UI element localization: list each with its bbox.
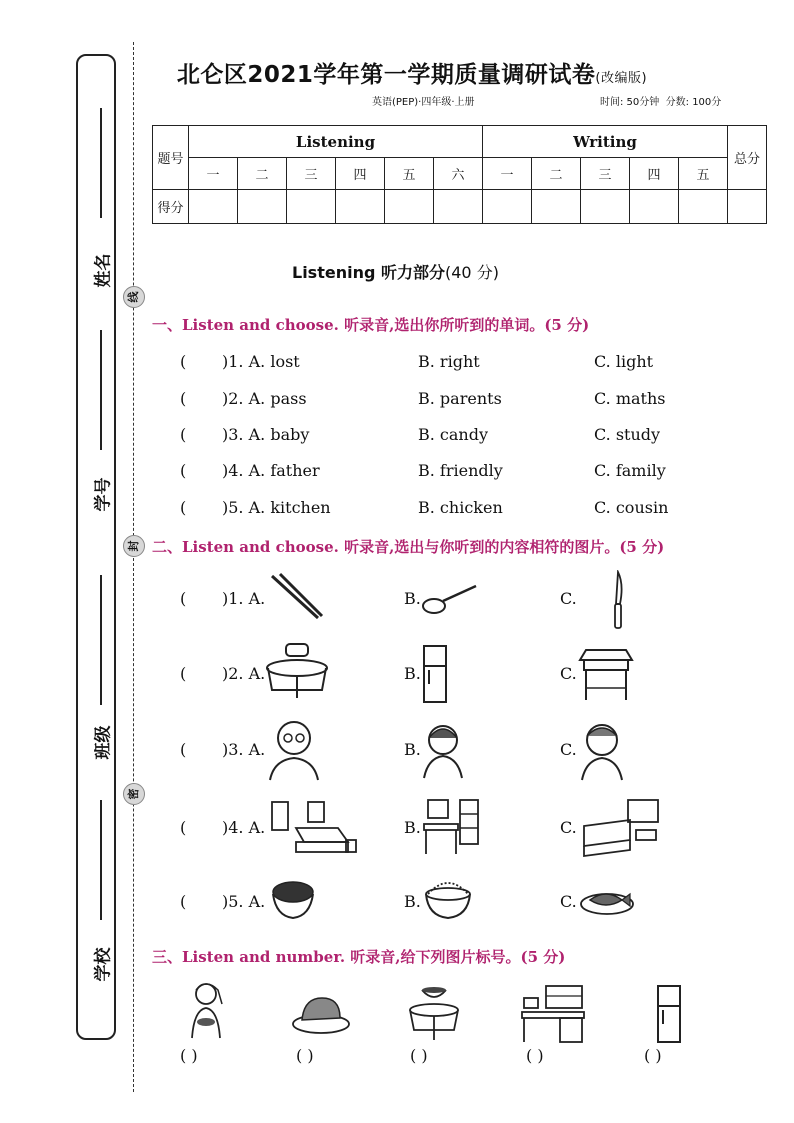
- s1-q3-c: C. study: [594, 425, 661, 444]
- listening-header: Listening: [189, 126, 483, 158]
- seal-mark-secret: 密: [123, 783, 145, 805]
- s1-q2-b: B. parents: [418, 389, 502, 408]
- exam-edition: (改编版): [595, 71, 648, 86]
- score-cell[interactable]: [189, 190, 238, 224]
- s2-q5-c: C.: [560, 892, 577, 911]
- exam-time-score: [600, 93, 721, 108]
- s2-q1-b: B.: [404, 589, 421, 608]
- col-writing-1: 一: [483, 158, 532, 190]
- col-writing-4: 四: [630, 158, 679, 190]
- answer-paren[interactable]: (: [180, 498, 187, 517]
- s2-q1-a: )1. A.: [222, 589, 266, 608]
- s2-q2-c: C.: [560, 664, 577, 683]
- girl-icon: [420, 720, 466, 780]
- exam-score: 分数: 100分: [665, 97, 722, 108]
- student-id-label: 学号: [93, 477, 114, 512]
- col-writing-3: 三: [581, 158, 630, 190]
- answer-paren[interactable]: (: [180, 389, 187, 408]
- score-cell[interactable]: [238, 190, 287, 224]
- answer-paren-3[interactable]: ( ): [410, 1046, 428, 1065]
- listening-part-points: (40 分): [445, 263, 499, 282]
- noodles-bowl-icon: [268, 876, 318, 922]
- s1-q1-c: C. light: [594, 352, 654, 371]
- exam-time: 时间: 50分钟: [600, 97, 660, 108]
- s1-q5-a: )5. A. kitchen: [222, 498, 331, 517]
- section3-title: 三、Listen and number. 听录音,给下列图片标号。(5 分): [152, 948, 566, 966]
- answer-paren[interactable]: (: [180, 461, 187, 480]
- score-cell[interactable]: [679, 190, 728, 224]
- study-room-icon: [422, 796, 482, 860]
- col-listening-4: 四: [336, 158, 385, 190]
- exam-title-text: 北仑区2021学年第一学期质量调研试卷: [176, 62, 596, 88]
- class-blank[interactable]: [100, 575, 102, 705]
- knife-icon: [608, 570, 628, 632]
- col-listening-6: 六: [434, 158, 483, 190]
- answer-paren-5[interactable]: ( ): [644, 1046, 662, 1065]
- seal-mark-seal: 封: [123, 535, 145, 557]
- seal-mark-line: 线: [123, 286, 145, 308]
- spoon-icon: [420, 582, 480, 616]
- answer-paren-4[interactable]: ( ): [526, 1046, 544, 1065]
- student-id-blank[interactable]: [100, 330, 102, 450]
- answer-paren[interactable]: (: [180, 425, 187, 444]
- score-cell[interactable]: [434, 190, 483, 224]
- s1-q1-a: )1. A. lost: [222, 352, 300, 371]
- col-listening-2: 二: [238, 158, 287, 190]
- col-writing-5: 五: [679, 158, 728, 190]
- name-label: 姓名: [93, 253, 114, 288]
- s2-q4-b: B.: [404, 818, 421, 837]
- s2-q3-b: B.: [404, 740, 421, 759]
- s2-q2-a: )2. A.: [222, 664, 266, 683]
- living-room-icon: [580, 796, 666, 860]
- s1-q5-b: B. chicken: [418, 498, 503, 517]
- phone-on-table-icon: [262, 640, 332, 702]
- s1-q4-b: B. friendly: [418, 461, 503, 480]
- answer-paren[interactable]: (: [180, 589, 187, 608]
- fish-plate-icon: [578, 880, 636, 918]
- school-label: 学校: [93, 947, 114, 982]
- writing-header: Writing: [483, 126, 728, 158]
- s2-q4-a: )4. A.: [222, 818, 266, 837]
- answer-paren[interactable]: (: [180, 740, 187, 759]
- s1-q2-c: C. maths: [594, 389, 666, 408]
- s2-q3-a: )3. A.: [222, 740, 266, 759]
- s2-q5-a: )5. A.: [222, 892, 266, 911]
- s2-q5-b: B.: [404, 892, 421, 911]
- s2-q4-c: C.: [560, 818, 577, 837]
- fridge-icon: [654, 984, 684, 1044]
- answer-paren-1[interactable]: ( ): [180, 1046, 198, 1065]
- s1-q3-a: )3. A. baby: [222, 425, 310, 444]
- total-label: 总分: [728, 126, 767, 190]
- school-blank[interactable]: [100, 800, 102, 920]
- col-writing-2: 二: [532, 158, 581, 190]
- score-cell[interactable]: [728, 190, 767, 224]
- class-label: 班级: [93, 725, 114, 760]
- seal-line: [133, 42, 134, 1092]
- answer-paren[interactable]: (: [180, 818, 187, 837]
- rice-bowl-icon: [420, 874, 476, 922]
- bedroom-icon: [268, 798, 360, 858]
- s1-q2-a: )2. A. pass: [222, 389, 307, 408]
- grandfather-icon: [266, 718, 322, 782]
- score-table: [152, 125, 767, 224]
- section1-title: 一、Listen and choose. 听录音,选出你所听到的单词。(5 分): [152, 316, 590, 334]
- question-number-label: 题号: [153, 126, 189, 190]
- score-cell[interactable]: [287, 190, 336, 224]
- col-listening-1: 一: [189, 158, 238, 190]
- section2-title: 二、Listen and choose. 听录音,选出与你听到的内容相符的图片。(5 分): [152, 538, 665, 556]
- s1-q3-b: B. candy: [418, 425, 489, 444]
- answer-paren[interactable]: (: [180, 664, 187, 683]
- score-cell[interactable]: [532, 190, 581, 224]
- listening-part-heading: Listening 听力部分: [292, 263, 445, 282]
- chopsticks-icon: [268, 572, 324, 624]
- score-cell[interactable]: [385, 190, 434, 224]
- score-row-label: 得分: [153, 190, 189, 224]
- soup-on-table-icon: [406, 984, 462, 1044]
- score-cell[interactable]: [630, 190, 679, 224]
- s2-q2-b: B.: [404, 664, 421, 683]
- answer-paren[interactable]: (: [180, 892, 187, 911]
- listening-part-title: [292, 260, 499, 283]
- s1-q4-a: )4. A. father: [222, 461, 320, 480]
- exam-subject: 英语(PEP)·四年级·上册: [372, 97, 475, 108]
- col-listening-5: 五: [385, 158, 434, 190]
- girl-eating-icon: [184, 980, 230, 1042]
- s2-q3-c: C.: [560, 740, 577, 759]
- roast-chicken-icon: [290, 990, 352, 1036]
- fridge-icon: [420, 644, 450, 704]
- s1-q4-c: C. family: [594, 461, 666, 480]
- answer-paren-2[interactable]: ( ): [296, 1046, 314, 1065]
- s2-q1-c: C.: [560, 589, 577, 608]
- boy-icon: [578, 718, 626, 782]
- s1-q1-b: B. right: [418, 352, 480, 371]
- name-blank[interactable]: [100, 108, 102, 218]
- score-cell[interactable]: [483, 190, 532, 224]
- score-cell[interactable]: [336, 190, 385, 224]
- score-cell[interactable]: [581, 190, 630, 224]
- study-desk-icon: [520, 984, 586, 1044]
- s1-q5-c: C. cousin: [594, 498, 669, 517]
- exam-title: [0, 56, 794, 89]
- answer-paren[interactable]: (: [180, 352, 187, 371]
- binding-strip: [76, 54, 116, 1040]
- table-icon: [578, 644, 634, 704]
- col-listening-3: 三: [287, 158, 336, 190]
